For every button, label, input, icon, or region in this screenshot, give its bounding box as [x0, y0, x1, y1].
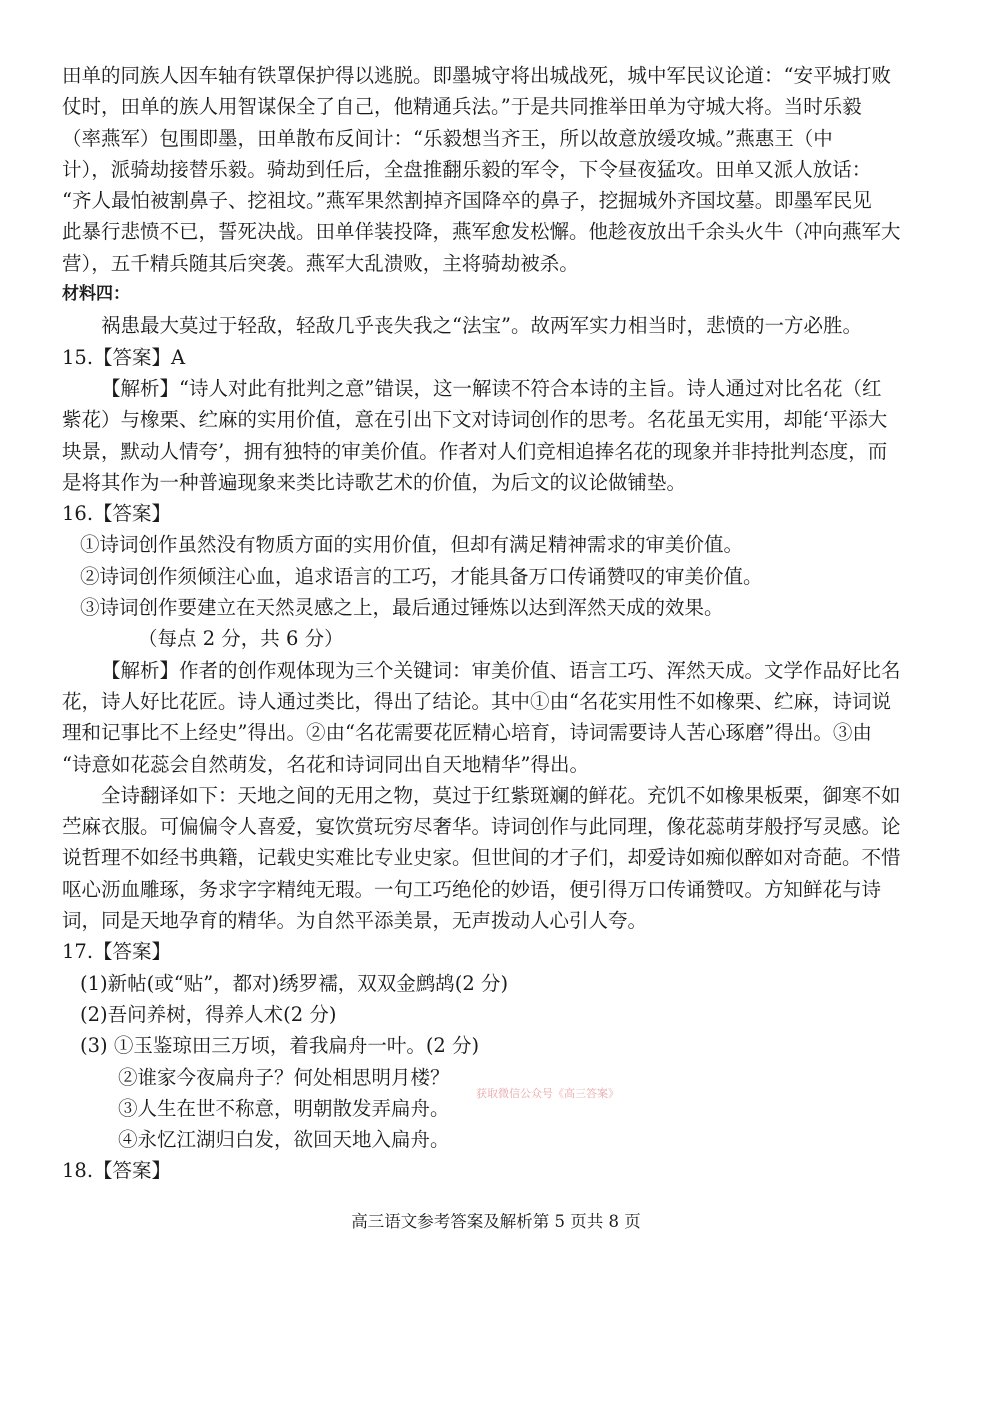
text-line: 田单的同族人因车轴有铁罩保护得以逃脱。即墨城守将出城战死，城中军民议论道：“安平城打败: [62, 64, 891, 87]
q15-answer-label: 15.【答案】A: [62, 345, 186, 369]
q18-answer-label: 18.【答案】: [62, 1159, 172, 1183]
q16-answer-label: 16.【答案】: [62, 502, 172, 526]
text-line: 营），五千精兵随其后突袭。燕军大乱溃败，主将骑劫被杀。: [62, 251, 579, 275]
q16-analysis-line: 理和记事比不上经史”得出。②由“名花需要花匠精心培育，诗词需要诗人苦心琢磨”得出。③由: [62, 721, 872, 745]
q16-analysis-line: “诗意如花蕊会自然萌发，名花和诗词同出自天地精华”得出。: [62, 752, 589, 776]
q17-answer-3: [62, 1030, 938, 1061]
text-line: （率燕军）包围即墨，田单散布反间计：“乐毅想当齐王，所以故意放缓攻城。”燕惠王（中: [62, 126, 833, 150]
watermark-text: 获取微信公众号《高三答案》: [476, 1087, 619, 1100]
q16-analysis-line: 花，诗人好比花匠。诗人通过类比，得出了结论。其中①由“名花实用性不如橡栗、纻麻，诗词说: [62, 689, 891, 713]
text-line: 此暴行悲愤不已，誓死决战。田单佯装投降，燕军愈发松懈。他趁夜放出千余头火牛（冲向燕军大: [62, 220, 901, 244]
text-line: 计），派骑劫接替乐毅。骑劫到任后，全盘推翻乐毅的军令，下令昼夜猛攻。田单又派人放话：: [62, 157, 872, 181]
q16-score-note: （每点 2 分，共 6 分）: [138, 627, 344, 651]
q16-point: ②诗词创作须倾注心血，追求语言的工巧，才能具备万口传诵赞叹的审美价值。: [80, 564, 763, 588]
q16-point: ①诗词创作虽然没有物质方面的实用价值，但却有满足精神需求的审美价值。: [80, 533, 744, 557]
q16-analysis-line: 【解析】作者的创作观体现为三个关键词：审美价值、语言工巧、浑然天成。文学作品好比名: [101, 658, 901, 682]
q17-answer-3-item: ③人生在世不称意，明朝散发弄扁舟。: [118, 1096, 450, 1120]
q17-answer-2: (2)吾问养树，得养人术(2 分): [80, 1002, 337, 1026]
q15-analysis-line: 块景，默动人情夸’，拥有独特的审美价值。作者对人们竞相追捧名花的现象并非持批判态度，而: [62, 439, 888, 463]
q16-translation-line: 苎麻衣服。可偏偏令人喜爱，宴饮赏玩穷尽奢华。诗词创作与此同理，像花蕊萌芽般抒写灵感。论: [62, 815, 901, 839]
q17-answer-3-item: ④永忆江湖归白发，欲回天地入扁舟。: [118, 1128, 450, 1152]
q16-translation-line: 全诗翻译如下：天地之间的无用之物，莫过于红紫斑斓的鲜花。充饥不如橡果板栗，御寒不如: [101, 783, 901, 807]
material-three-continued: [62, 60, 938, 279]
text-line: 仗时，田单的族人用智谋保全了自己，他精通兵法。”于是共同推举田单为守城大将。当时乐毅: [62, 95, 862, 119]
document-body: [62, 60, 938, 1187]
q17-answer-3-prefix: (3): [80, 1034, 114, 1058]
q16-translation-line: 说哲理不如经书典籍，记载史实难比专业史家。但世间的才子们，却爱诗如痴似醉如对奇葩。不惜: [62, 846, 901, 870]
q16-translation-line: 词，同是天地孕育的精华。为自然平添美景，无声拨动人心引人夸。: [62, 909, 648, 933]
q17-answer-3-item: ②谁家今夜扁舟子？何处相思明月楼？: [118, 1065, 450, 1089]
q15-analysis-line: 紫花）与橡栗、纻麻的实用价值，意在引出下文对诗词创作的思考。名花虽无实用，却能‘平添大: [62, 408, 888, 432]
q15-analysis-line: 是将其作为一种普遍现象来类比诗歌艺术的价值，为后文的议论做铺垫。: [62, 470, 687, 494]
q17-answer-1: (1)新帖(或“贴”，都对)绣罗襦，双双金鹧鸪(2 分): [80, 971, 509, 995]
material-four-heading: 材料四：: [62, 284, 130, 305]
text-line: “齐人最怕被割鼻子、挖祖坟。”燕军果然割掉齐国降卒的鼻子，挖掘城外齐国坟墓。即墨军民见: [62, 189, 872, 213]
q17-answer-3-item: ①玉鉴琼田三万顷，着我扁舟一叶。(2 分): [113, 1034, 480, 1058]
q17-answer-label: 17.【答案】: [62, 940, 172, 964]
q15-analysis-line: 【解析】“诗人对此有批判之意”错误，这一解读不符合本诗的主旨。诗人通过对比名花（红: [101, 376, 882, 400]
material-four-text: 祸患最大莫过于轻敌，轻敌几乎丧失我之“法宝”。故两军实力相当时，悲愤的一方必胜。: [101, 314, 862, 338]
q16-translation-line: 呕心沥血雕琢，务求字字精纯无瑕。一句工巧绝伦的妙语，便引得万口传诵赞叹。方知鲜花与诗: [62, 877, 882, 901]
q16-point: ③诗词创作要建立在天然灵感之上，最后通过锤炼以达到浑然天成的效果。: [80, 596, 724, 620]
page-footer: 高三语文参考答案及解析第 5 页共 8 页: [351, 1212, 641, 1231]
